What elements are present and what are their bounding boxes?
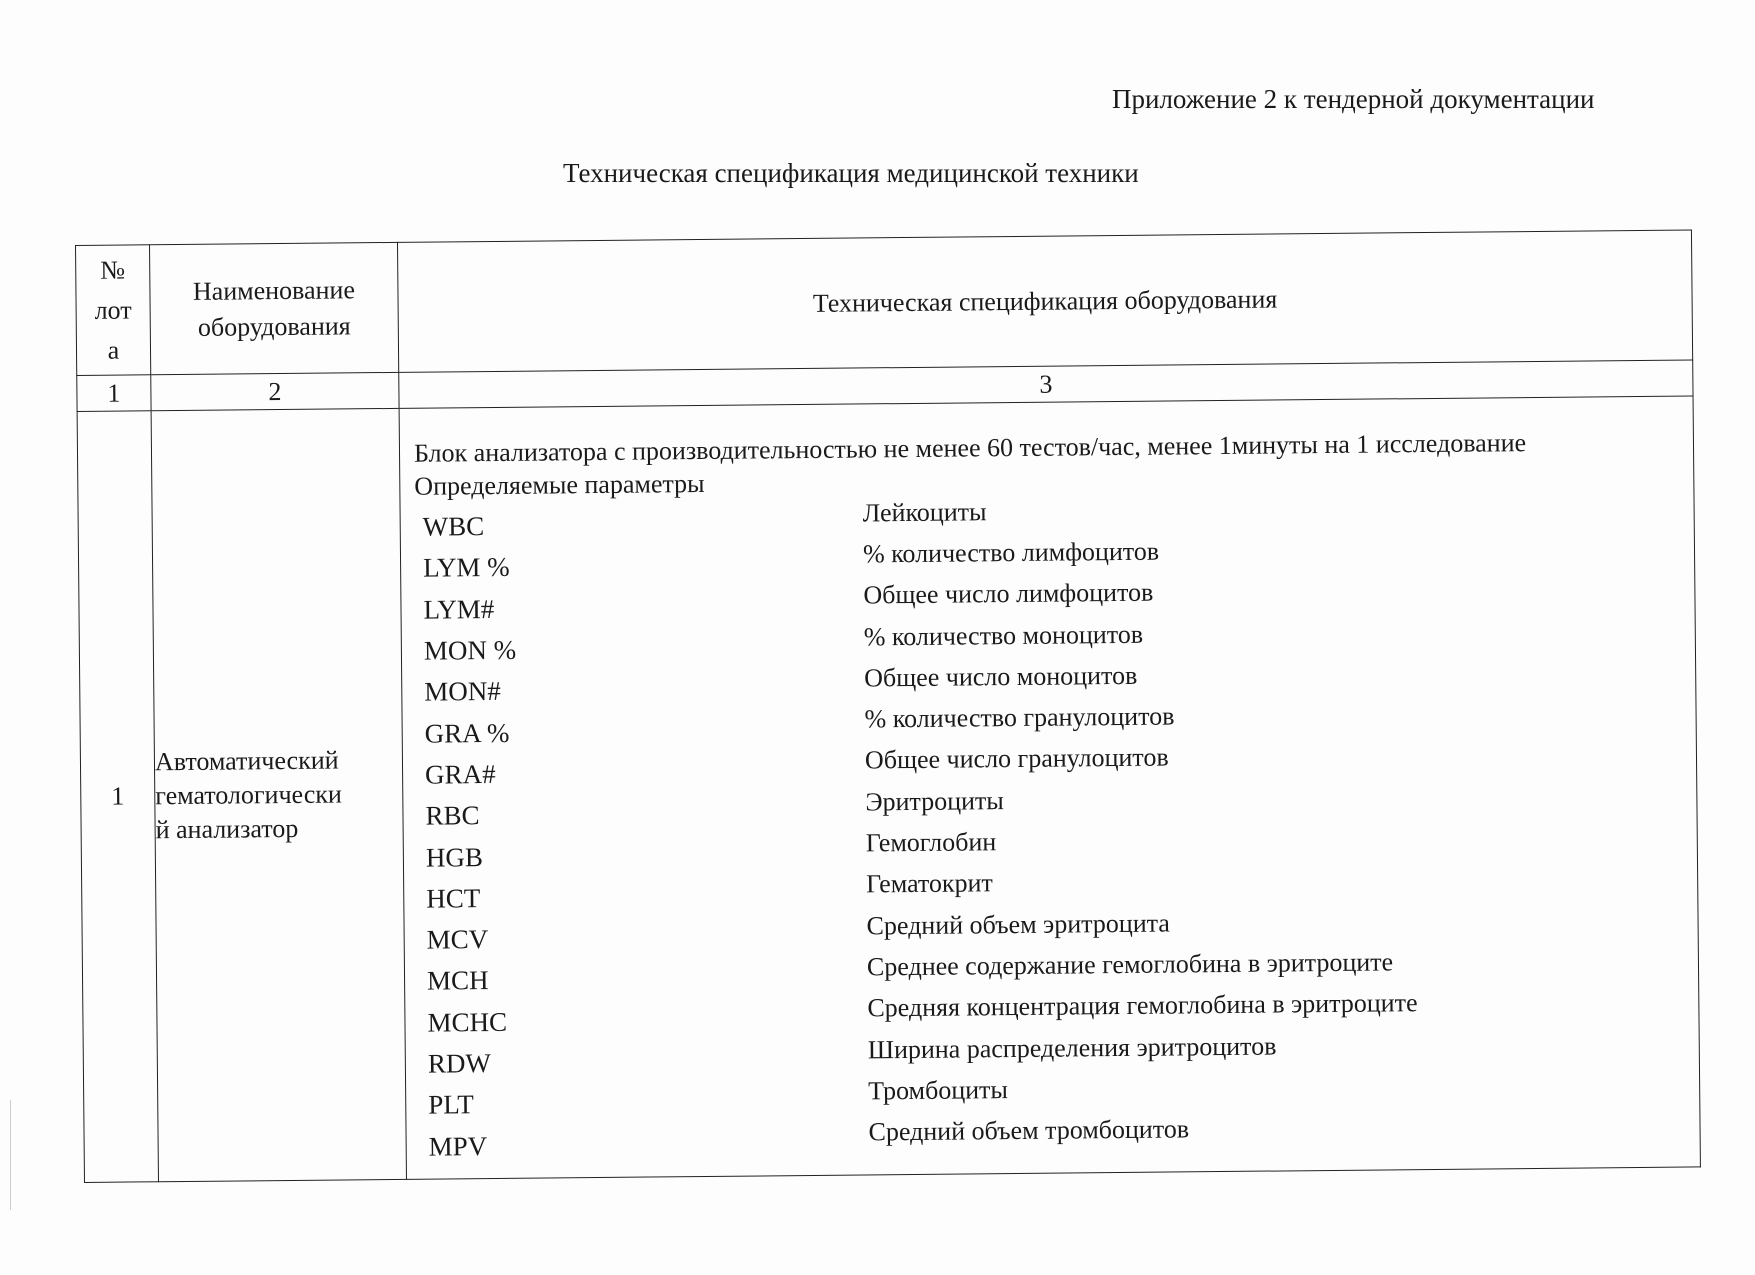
param-description: Общее число лимфоцитов — [863, 577, 1154, 610]
scan-edge-line — [10, 1100, 11, 1210]
param-code: MCHC — [427, 1006, 508, 1038]
param-code: PLT — [428, 1089, 474, 1120]
param-code: MON# — [424, 676, 501, 707]
param-code: GRA % — [424, 717, 510, 749]
param-description: Общее число гранулоцитов — [864, 742, 1169, 775]
document-title: Техническая спецификация медицинской техники — [563, 158, 1139, 188]
header-specification: Техническая спецификация оборудования — [397, 230, 1692, 372]
column-number: 3 — [399, 360, 1693, 408]
param-code: MON % — [423, 634, 517, 666]
param-description: Гематокрит — [866, 868, 993, 899]
spec-intro: Блок анализатора с производительностью не менее 60 тестов/час, менее 1минуты на 1 исследование — [413, 428, 1527, 468]
param-code: MCH — [426, 965, 489, 997]
header-lot-number — [76, 245, 151, 376]
param-code: GRA# — [424, 758, 496, 790]
column-number: 1 — [77, 375, 151, 412]
header-lot-line: а — [107, 335, 120, 365]
param-code: WBC — [422, 511, 485, 542]
param-code: MCV — [426, 924, 489, 955]
param-code: MPV — [428, 1130, 488, 1162]
param-description: Средняя концентрация гемоглобина в эритроците — [867, 988, 1418, 1023]
header-equipment-name — [150, 242, 399, 374]
param-description: Гемоглобин — [865, 827, 997, 858]
param-description: Среднее содержание гемоглобина в эритроците — [866, 947, 1394, 982]
param-description: % количество лимфоцитов — [862, 536, 1160, 569]
param-description: Средний объем тромбоцитов — [868, 1114, 1190, 1147]
equipment-name-line: Автоматический — [154, 745, 339, 777]
param-code: LYM % — [422, 552, 510, 584]
param-description: Эритроциты — [865, 785, 1004, 817]
specification-cell — [399, 396, 1700, 1179]
param-code: RBC — [425, 800, 480, 831]
param-code: RDW — [427, 1048, 492, 1079]
header-lot-line: № — [100, 255, 126, 285]
column-number: 2 — [151, 372, 399, 410]
param-description: % количество моноцитов — [863, 619, 1144, 651]
param-description: Средний объем эритроцита — [866, 908, 1171, 941]
param-description: Тромбоциты — [868, 1074, 1009, 1106]
param-code: HGB — [425, 841, 484, 873]
table-row — [77, 396, 1700, 1182]
spec-table — [75, 229, 1701, 1182]
header-name-line: Наименование — [192, 274, 356, 306]
equipment-name — [151, 408, 406, 1181]
equipment-name-line: гематологически — [155, 779, 343, 811]
params-heading: Определяемые параметры — [414, 468, 705, 501]
param-description: Лейкоциты — [862, 496, 987, 528]
param-description: Ширина распределения эритроцитов — [867, 1031, 1277, 1064]
params-list — [415, 494, 1700, 1167]
header-name-line: оборудования — [197, 310, 351, 342]
param-description: % количество гранулоцитов — [864, 701, 1175, 734]
param-code: LYM# — [423, 593, 495, 625]
header-lot-line: лот — [94, 294, 132, 325]
appendix-label: Приложение 2 к тендерной документации — [1112, 84, 1595, 114]
param-description: Общее число моноцитов — [864, 660, 1138, 693]
table-header-row — [76, 230, 1693, 376]
lot-number: 1 — [77, 411, 158, 1183]
equipment-name-line: й анализатор — [155, 813, 299, 845]
param-code: HCT — [426, 882, 481, 914]
